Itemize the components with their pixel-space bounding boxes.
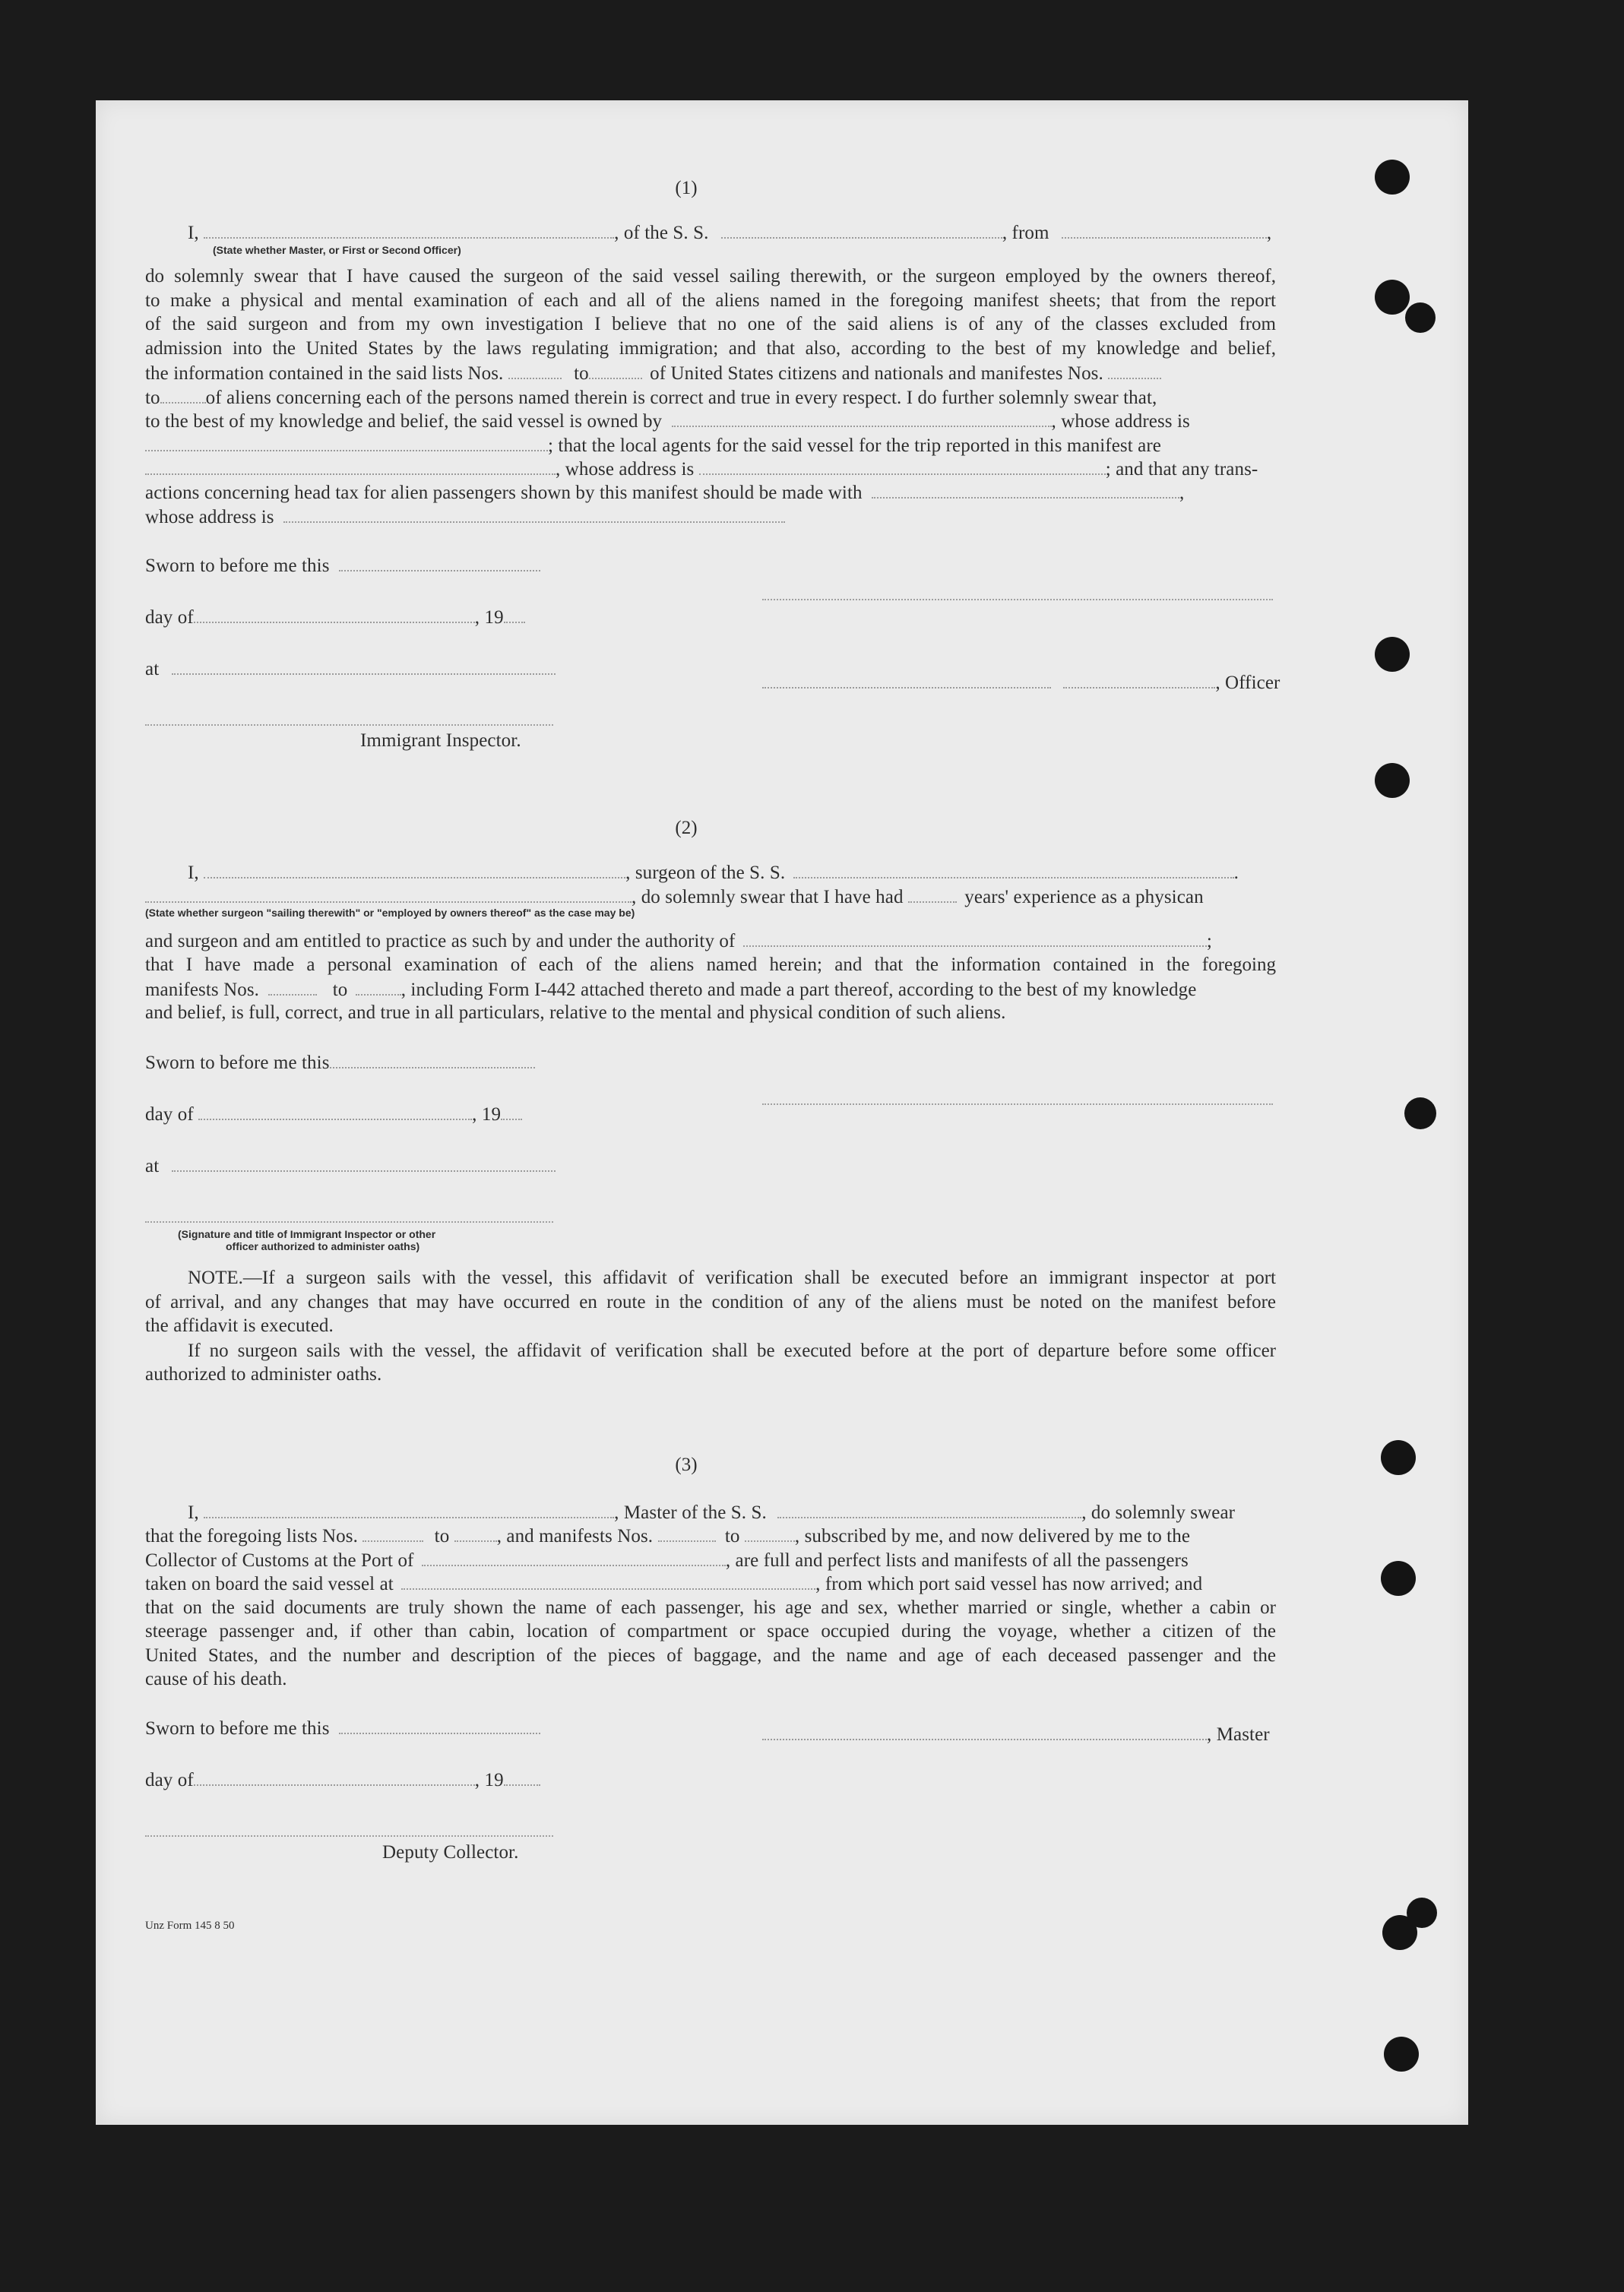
blank-master-signature[interactable] [762, 1722, 1207, 1740]
board-line [145, 1572, 1202, 1597]
surgeon-belief-line: and belief, is full, correct, and true in all particulars, relative to the mental and physical condition of such aliens. [145, 1002, 1006, 1023]
text: , including Form I-442 attached thereto and made a part thereof, according to the best of my knowledge [400, 980, 1197, 1000]
text: Collector of Customs at the Port of [145, 1550, 414, 1571]
blank-manifest-nos[interactable] [1108, 361, 1161, 379]
text: , from [1002, 223, 1049, 243]
surgeon-type-note: (State whether surgeon "sailing therewith" or "employed by owners thereof" as the case may be) [145, 907, 635, 919]
surgeon-manifests-line [145, 977, 1196, 1002]
surgeon-body-line: that I have made a personal examination of each of the aliens named herein; and that the information contained in the foregoing [145, 954, 1276, 975]
inspector-title: Immigrant Inspector. [360, 730, 521, 751]
text: whose address is [145, 507, 274, 527]
text: ; that the local agents for the said vessel for the trip reported in this manifest are [548, 435, 1161, 456]
blank-surgeon-manifest-to[interactable] [356, 977, 401, 996]
owner-line [145, 409, 1190, 434]
signature-note: (Signature and title of Immigrant Inspector or other [178, 1228, 436, 1240]
blank-head-tax-contact[interactable] [872, 480, 1179, 499]
punch-hole [1382, 1915, 1417, 1950]
text: that the foregoing lists Nos. [145, 1526, 358, 1546]
blank-year[interactable] [504, 605, 525, 623]
signature-line[interactable] [762, 1103, 1273, 1105]
blank-year[interactable] [501, 1102, 522, 1120]
manifest-to-line [145, 385, 1157, 410]
blank-surgeon-type[interactable] [145, 885, 632, 903]
blank-owner-address[interactable] [145, 433, 548, 451]
blank-day-month[interactable] [198, 1102, 472, 1120]
blank-officer-title[interactable] [1063, 670, 1215, 689]
punch-hole [1375, 763, 1410, 798]
text: taken on board the said vessel at [145, 1574, 394, 1594]
punch-hole [1375, 280, 1410, 315]
at-line-2 [145, 1154, 556, 1179]
text: , 19 [472, 1104, 502, 1125]
at-line-1 [145, 657, 556, 682]
text: to [434, 1526, 450, 1546]
blank-day-month[interactable] [194, 1768, 475, 1786]
inspector-signature-line[interactable] [145, 724, 553, 726]
text: , of the S. S. [614, 223, 709, 243]
blank-authority[interactable] [743, 929, 1207, 947]
text: , [1179, 483, 1185, 503]
master-signature-line [762, 1722, 1270, 1747]
punch-hole [1375, 637, 1410, 672]
blank-owner[interactable] [672, 409, 1052, 427]
note-line: authorized to administer oaths. [145, 1364, 382, 1385]
master-oath-line [188, 220, 1271, 245]
blank-list-to[interactable] [589, 361, 642, 379]
blank-at-place[interactable] [172, 1154, 556, 1172]
blank-manifests-to[interactable] [745, 1524, 795, 1542]
section-number-3: (3) [675, 1455, 698, 1475]
day-line-1 [145, 605, 525, 630]
text: ; [1206, 931, 1212, 951]
collector-title: Deputy Collector. [382, 1842, 519, 1863]
practice-authority-line [145, 929, 1212, 954]
text: , do solemnly swear that I have had [632, 887, 904, 907]
text: , whose address is [1051, 411, 1190, 432]
sworn-line-3 [145, 1716, 540, 1741]
text: day of [145, 1104, 194, 1125]
text: the information contained in the said lists Nos. [145, 363, 504, 384]
oath-body-line: of the said surgeon and from my own investigation I believe that no one of the said aliens is of any of the classes excluded from [145, 314, 1276, 334]
sworn-line-2 [145, 1050, 535, 1075]
text: , Master of the S. S. [614, 1502, 767, 1523]
blank-surgeon-vessel[interactable] [793, 860, 1234, 878]
list-numbers-line [145, 361, 1161, 386]
blank-day-month[interactable] [194, 605, 475, 623]
signature-line[interactable] [762, 599, 1273, 600]
text: to [724, 1526, 740, 1546]
text: , surgeon of the S. S. [625, 863, 786, 883]
text: Sworn to before me this [145, 1053, 330, 1073]
blank-boarding-port[interactable] [401, 1572, 815, 1590]
text: , and manifests Nos. [496, 1526, 654, 1546]
blank-sworn-day[interactable] [339, 1716, 540, 1734]
note-line: the affidavit is executed. [145, 1315, 334, 1336]
text: to the best of my knowledge and belief, the said vessel is owned by [145, 411, 663, 432]
section-number-1: (1) [675, 178, 698, 198]
inspector-signature-line[interactable] [145, 1221, 553, 1223]
text: I, [188, 1502, 199, 1523]
blank-list-from[interactable] [508, 361, 562, 379]
sworn-line-1 [145, 553, 540, 578]
punch-hole [1405, 302, 1436, 333]
blank-port[interactable] [422, 1548, 726, 1566]
master-body-line: that on the said documents are truly shown the name of each passenger, his age and sex, whether married or single, whether a cabin or [145, 1597, 1276, 1618]
text: day of [145, 607, 194, 628]
day-line-3 [145, 1768, 540, 1793]
blank-officer-signature[interactable] [762, 670, 1051, 689]
officer-signature-line [762, 670, 1280, 695]
oath-body-line: do solemnly swear that I have caused the surgeon of the said vessel sailing therewith, or the surgeon employed by the owners thereof, [145, 266, 1276, 286]
text: , [1266, 223, 1272, 243]
agent-address-line [145, 457, 1258, 482]
text: , are full and perfect lists and manifests of all the passengers [725, 1550, 1189, 1571]
note-line: of arrival, and any changes that may have occurred en route in the condition of any of the aliens must be noted on the manifest before [145, 1292, 1276, 1312]
day-line-2 [145, 1102, 522, 1127]
blank-master-name[interactable] [204, 1500, 614, 1518]
blank-officer-rank[interactable] [204, 220, 614, 239]
blank-lists-from[interactable] [362, 1524, 423, 1542]
blank-agent-address[interactable] [699, 457, 1106, 475]
master-lists-line [145, 1524, 1190, 1549]
blank-at-place[interactable] [172, 657, 556, 675]
collector-signature-line[interactable] [145, 1835, 553, 1837]
text: to [574, 363, 589, 384]
signature-note: officer authorized to administer oaths) [226, 1240, 420, 1252]
blank-master-vessel[interactable] [777, 1500, 1081, 1518]
blank-local-agents[interactable] [145, 457, 556, 475]
punch-hole [1381, 1561, 1416, 1596]
blank-head-tax-address[interactable] [283, 505, 785, 523]
text: ; and that any trans- [1105, 459, 1258, 480]
blank-years-experience[interactable] [908, 885, 957, 903]
blank-sworn-day[interactable] [339, 553, 540, 571]
blank-from-port[interactable] [1062, 220, 1267, 239]
blank-sworn-day[interactable] [330, 1050, 535, 1068]
text: and surgeon and am entitled to practice as such by and under the authority of [145, 931, 736, 951]
text: , Master [1207, 1724, 1270, 1745]
text: at [145, 659, 160, 679]
punch-hole [1404, 1097, 1436, 1129]
head-tax-line [145, 480, 1184, 505]
master-body-line: United States, and the number and description of the pieces of baggage, and the name and age of each deceased passenger and the [145, 1645, 1276, 1666]
agents-line [145, 433, 1161, 458]
text: , 19 [474, 607, 504, 628]
text: of aliens concerning each of the persons named therein is correct and true in every respect. I do further solemnly swear that, [205, 388, 1157, 408]
blank-lists-to[interactable] [454, 1524, 497, 1542]
text: manifests Nos. [145, 980, 259, 1000]
master-body-line: steerage passenger and, if other than cabin, location of compartment or space occupied during the voyage, whether a citizen of the [145, 1621, 1276, 1641]
text: I, [188, 863, 199, 883]
blank-manifests-from[interactable] [658, 1524, 716, 1542]
punch-hole [1384, 2037, 1419, 2072]
text: actions concerning head tax for alien passengers shown by this manifest should be made with [145, 483, 863, 503]
text: at [145, 1156, 160, 1176]
officer-rank-note: (State whether Master, or First or Second Officer) [213, 244, 461, 256]
blank-surgeon-name[interactable] [204, 860, 625, 878]
text: day of [145, 1770, 194, 1790]
text: , whose address is [556, 459, 695, 480]
text: . [1233, 863, 1239, 883]
text: , from which port said vessel has now arrived; and [815, 1574, 1203, 1594]
text: , Officer [1215, 673, 1281, 693]
text: , 19 [474, 1770, 504, 1790]
surgeon-oath-line [188, 860, 1239, 885]
head-tax-address-line [145, 505, 785, 530]
text: to [145, 388, 160, 408]
blank-vessel-name[interactable] [721, 220, 1002, 239]
text: years' experience as a physican [964, 887, 1204, 907]
text: , subscribed by me, and now delivered by me to the [794, 1526, 1191, 1546]
master-verify-line [188, 1500, 1235, 1525]
text: of United States citizens and nationals and manifestes Nos. [650, 363, 1103, 384]
punch-hole [1381, 1440, 1416, 1475]
oath-body-line: to make a physical and mental examination of each and all of the aliens named in the foregoing manifest sheets; that from the report [145, 290, 1276, 311]
blank-year[interactable] [504, 1768, 540, 1786]
punch-hole [1375, 160, 1410, 195]
blank-surgeon-manifest-from[interactable] [268, 977, 317, 996]
blank-manifest-to[interactable] [160, 385, 206, 404]
text: to [332, 980, 348, 1000]
text: Sworn to before me this [145, 1718, 330, 1739]
note-line: If no surgeon sails with the vessel, the affidavit of verification shall be executed before at the port of departure before some officer [188, 1341, 1276, 1361]
collector-line [145, 1548, 1189, 1573]
note-line [188, 1266, 1276, 1290]
text: I, [188, 223, 199, 243]
master-body-line: cause of his death. [145, 1669, 287, 1689]
text: , do solemnly swear [1081, 1502, 1236, 1523]
text: NOTE.—If a surgeon sails with the vessel, this affidavit of verification shall be executed before an immigrant inspector at port [188, 1268, 1276, 1288]
text: Sworn to before me this [145, 556, 330, 576]
oath-body-line: admission into the United States by the laws regulating immigration; and that also, according to the best of my knowledge and belief, [145, 338, 1276, 359]
form-number: Unz Form 145 8 50 [145, 1920, 235, 1932]
section-number-2: (2) [675, 818, 698, 838]
